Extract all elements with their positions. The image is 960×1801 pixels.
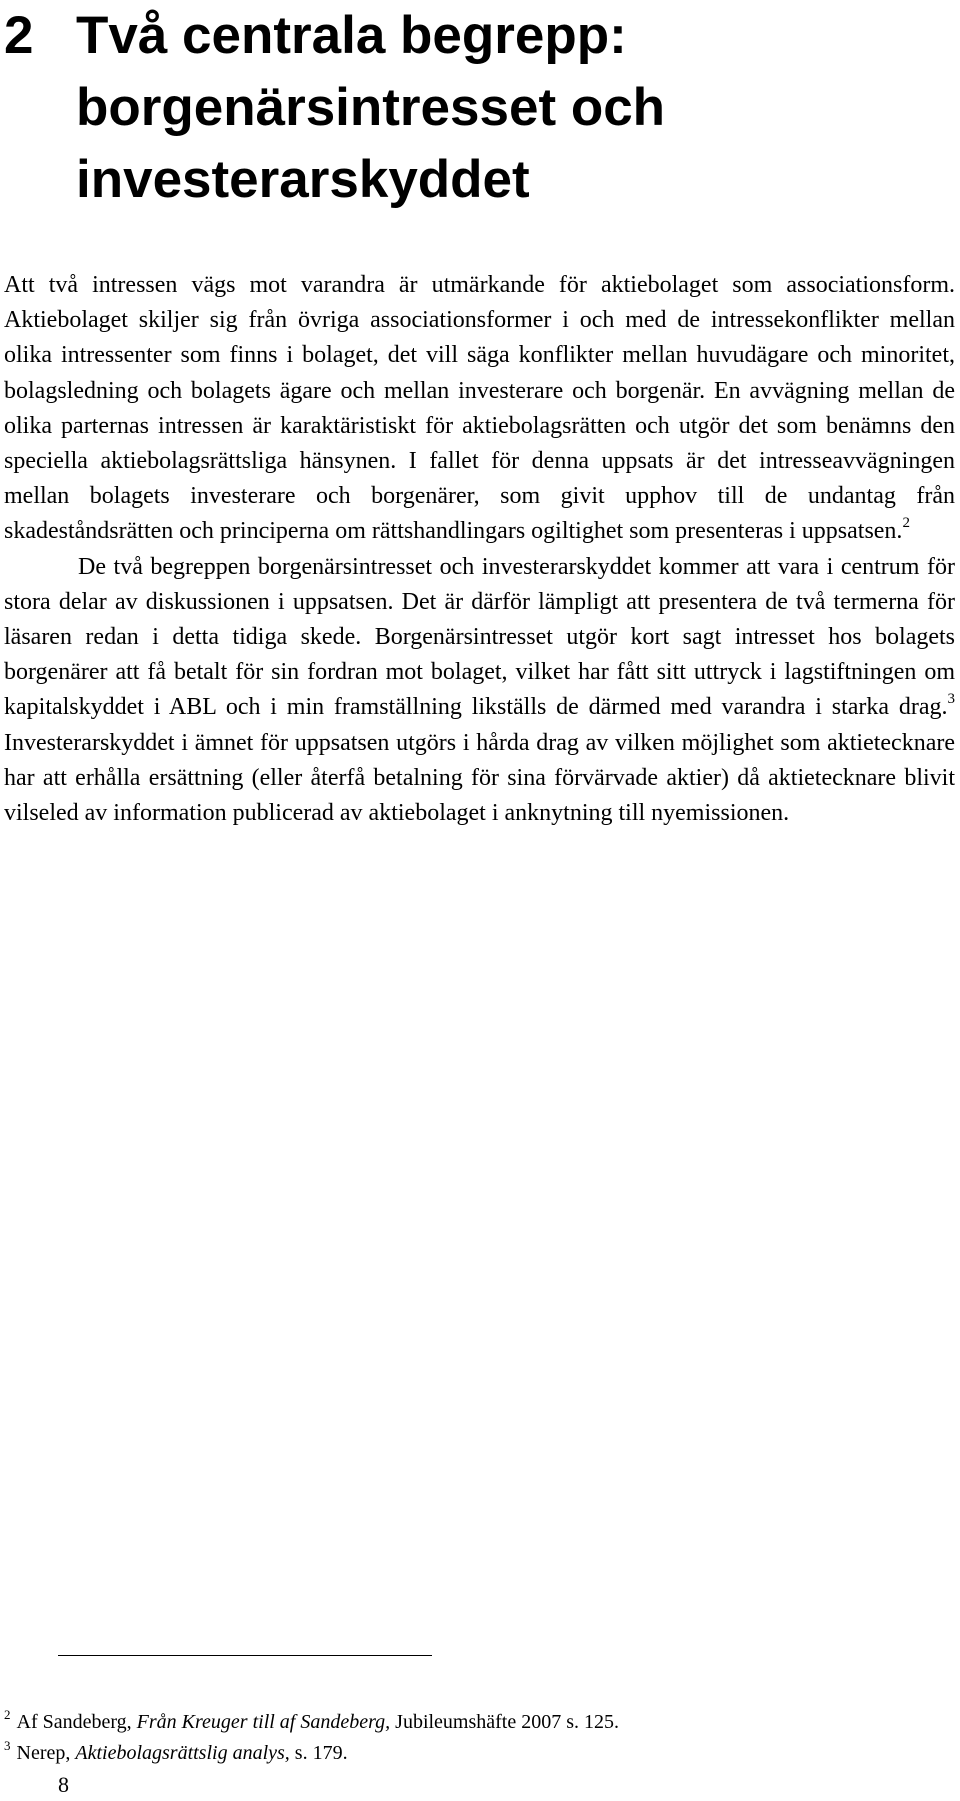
paragraph-2 [4,550,955,832]
footnote-2 [4,1707,944,1738]
paragraph-2-text-b: Investerarskyddet i ämnet för uppsatsen utgörs i hårda drag av vilken möjlighet som aktietecknare har att erhålla ersättning (eller återfå betalning för sina förvärvade aktier) då aktietecknare blivit vilseled av information publicerad av aktiebolaget i anknytning till nyemissionen. [4,729,955,827]
body-text [4,268,955,831]
footnote-citation: s. 179. [289,1742,348,1764]
footnote-ref-2[interactable]: 2 [902,515,910,532]
footnote-number: 2 [4,1707,11,1722]
paragraph-2-text-a: De två begreppen borgenärsintresset och investerarskyddet kommer att vara i centrum för stora delar av diskussionen i uppsatsen. Det är därför lämpligt att presentera de två termerna för läsaren redan i detta tidiga skede. Borgenärsintresset utgör kort sagt intresset hos bolagets borgenärer att få betalt för sin fordran mot bolaget, vilket har fått sitt uttryck i lagstiftningen om kapitalskyddet i ABL och i min framställning likställs de därmed med varandra i starka drag. [4,553,955,721]
footnote-ref-3[interactable]: 3 [947,691,955,708]
footnotes [4,1707,944,1769]
paragraph-1 [4,268,955,550]
footnote-work-title: Aktiebolagsrättslig analys, [75,1742,290,1764]
footnote-work-title: Från Kreuger till af Sandeberg, [136,1711,391,1733]
footnote-author: Af Sandeberg, [16,1711,137,1733]
footnote-author: Nerep, [16,1742,76,1764]
chapter-number: 2 [4,6,34,65]
chapter-title: Två centrala begrepp: borgenärsintresset och investerarskyddet [76,6,666,209]
footnote-separator [58,1655,432,1656]
paragraph-1-text: Att två intressen vägs mot varandra är utmärkande för aktiebolaget som associationsform. Aktiebolaget skiljer sig från övriga associationsformer i och med de intressekonflikter mellan olika intressenter som finns i bolaget, det vill säga konflikter mellan huvudägare och minoritet, bolagsledning och bolagets ägare och mellan investerare och borgenär. En avvägning mellan de olika parternas intressen är karaktäristiskt för aktiebolagsrätten och utgör det som benämns den speciella aktiebolagsrättsliga hänsynen. I fallet för denna uppsats är det intresseavvägningen mellan bolagets investerare och borgenärer, som givit upphov till de undantag från skadeståndsrätten och principerna om rättshandlingars ogiltighet som presenteras i uppsatsen. [4,272,955,545]
footnote-3 [4,1738,944,1769]
footnote-number: 3 [4,1738,11,1753]
page-number: 8 [58,1772,69,1797]
footnote-citation: Jubileumshäfte 2007 s. 125. [390,1711,620,1733]
chapter-heading [4,0,944,216]
